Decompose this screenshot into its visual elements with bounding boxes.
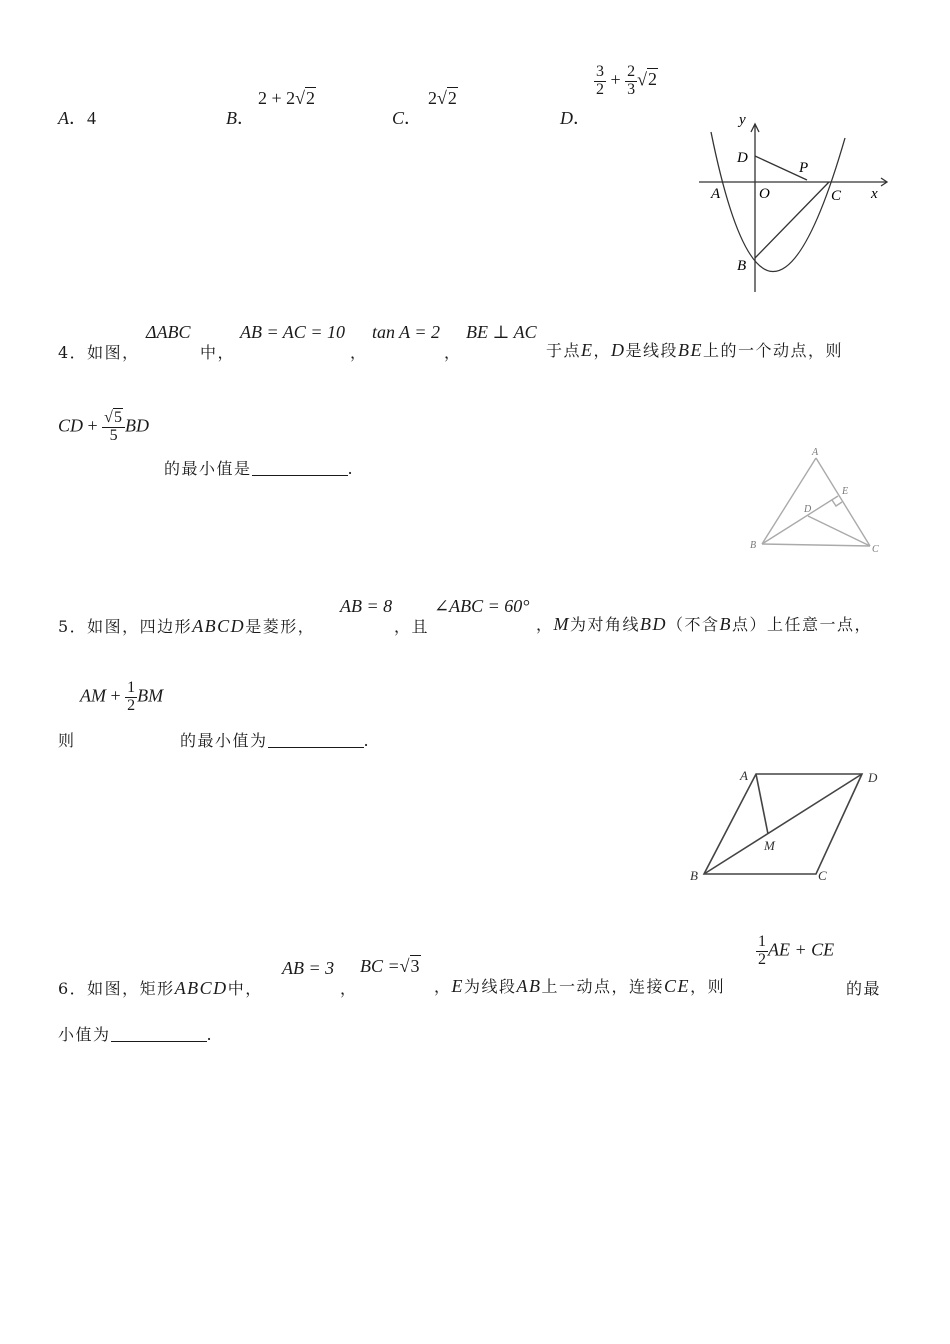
rh-label-b: B [690, 868, 698, 883]
segment-am [756, 774, 768, 834]
right-angle-mark [832, 500, 842, 506]
q6-expression: $\frac{1}{2}$ AE + CE [758, 933, 835, 968]
q4-answer-line: 的最小值是 . [164, 459, 355, 478]
rhombus-figure [686, 762, 890, 888]
q4-cond-tan: tan A = 2 [372, 322, 440, 342]
rh-label-d: D [868, 770, 878, 785]
parabola-figure [695, 108, 895, 298]
label-o: O [759, 186, 770, 202]
q6-comma-1: ， [340, 979, 358, 998]
q6-tail-1: 的最 [846, 979, 882, 998]
q5-line1-start: 5．如图，四边形ABCD是菱形， [58, 616, 316, 636]
q4-comma-1: ， [350, 343, 368, 362]
label-y: y [739, 112, 746, 128]
label-a: A [711, 186, 721, 202]
label-x: x [871, 186, 878, 202]
tri-label-b: B [750, 540, 757, 551]
q6-cond-ab: AB = 3 [282, 958, 335, 978]
q4-comma-2: ， [444, 343, 462, 362]
label-c: C [831, 188, 842, 204]
q6-line1-mid: ，E为线段AB上一动点，连接CE，则 [434, 976, 726, 996]
q5-answer-line: 的最小值为 . [180, 731, 371, 750]
q4-cond-perp: BE ⊥ AC [466, 322, 537, 342]
option-a: A．4 [58, 108, 96, 128]
q6-cond-bc: BC =√3 [360, 956, 420, 976]
q5-expression: AM + $\frac{1}{2}$ BM [80, 679, 164, 714]
option-b-value: 2 + 2√2 [258, 88, 316, 108]
tri-label-a: A [812, 447, 819, 458]
option-c-label: C． [392, 108, 423, 128]
q6-line1-start: 6．如图，矩形ABCD中， [58, 978, 263, 998]
option-d-value: $\frac{3}{2}$ + $\frac{2}{3}$ √2 [596, 63, 658, 98]
rh-label-m: M [764, 838, 775, 853]
q4-answer-blank[interactable] [252, 461, 348, 476]
q5-cond-ab: AB = 8 [340, 596, 393, 616]
tri-label-d: D [804, 504, 812, 515]
label-b: B [737, 258, 747, 274]
q4-line1-rest: 于点E，D是线段BE上的一个动点，则 [546, 340, 844, 360]
tri-label-e: E [842, 486, 849, 497]
side-bc [762, 544, 870, 546]
label-p: P [799, 160, 809, 176]
q4-zhong: 中， [200, 343, 236, 362]
rh-label-a: A [740, 768, 748, 783]
altitude-be [762, 496, 838, 544]
q5-answer-blank[interactable] [268, 733, 364, 748]
q5-line1-rest: ，M为对角线BD（不含B点）上任意一点， [536, 614, 873, 634]
rh-label-c: C [818, 868, 827, 883]
q4-expression: CD + $\frac{√5}{5}$ BD [58, 409, 149, 444]
label-d: D [737, 150, 748, 166]
tri-label-c: C [872, 544, 879, 555]
option-b-label: B． [226, 108, 255, 128]
q6-answer-blank[interactable] [111, 1027, 207, 1042]
q6-answer-line: 小值为 . [58, 1025, 214, 1044]
option-c-value: 2√2 [428, 88, 457, 108]
option-d-label: D． [560, 108, 591, 128]
q5-qie: ，且 [394, 617, 430, 636]
q4-number: 4．如图， [58, 343, 140, 362]
side-ab [762, 458, 816, 544]
q4-triangle: ΔABC [146, 322, 191, 342]
q5-cond-angle: ∠ABC = 60° [434, 596, 530, 616]
q5-ze: 则 [58, 731, 76, 750]
triangle-figure [748, 442, 888, 558]
parabola-curve [711, 132, 845, 272]
q4-cond-ab-ac: AB = AC = 10 [240, 322, 345, 342]
